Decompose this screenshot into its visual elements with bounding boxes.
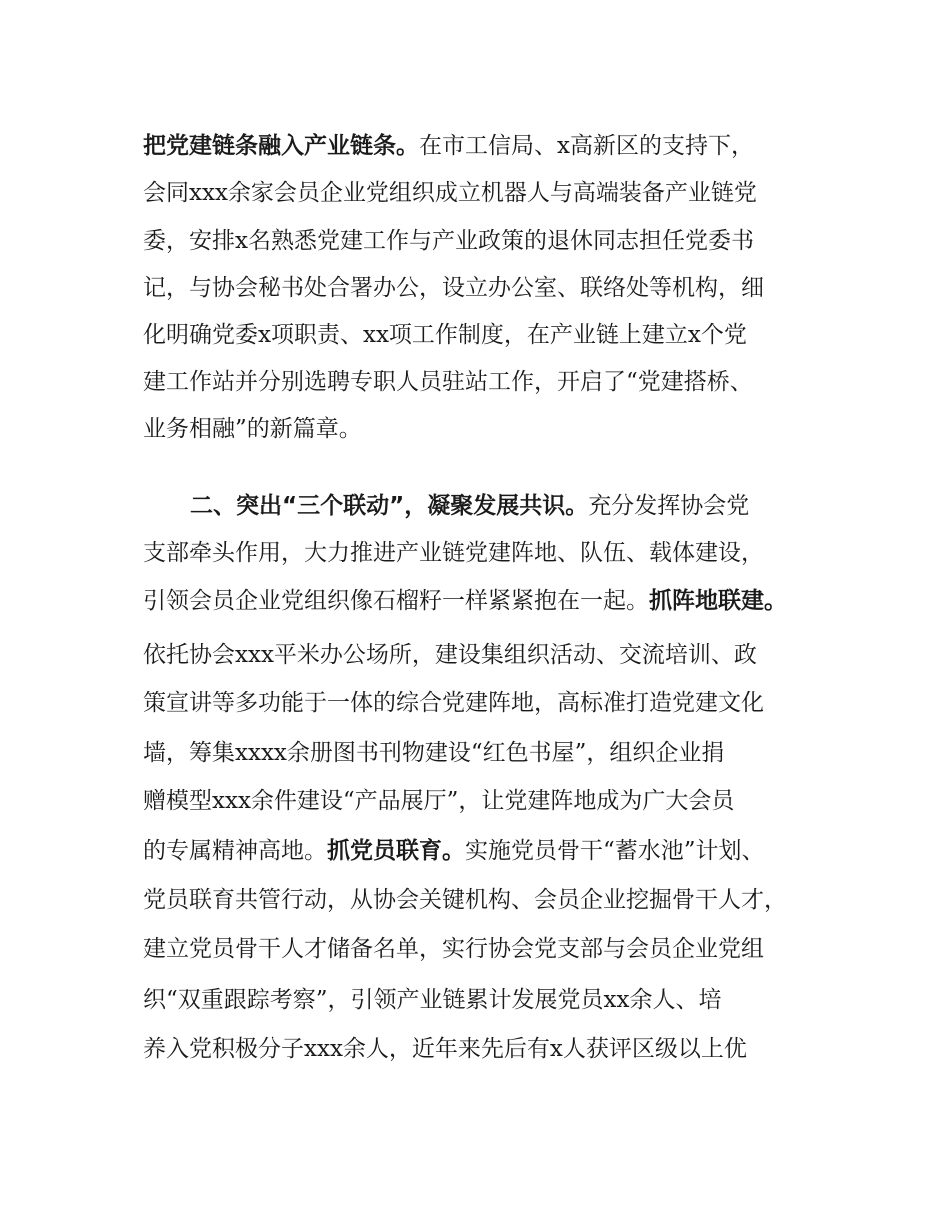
text-run: 充分发挥协会党: [588, 493, 750, 519]
text-run: 的专属精神高地。: [143, 838, 327, 864]
text-run: 党员联育共管行动，从协会关键机构、会员企业挖掘骨干人才，: [143, 887, 787, 913]
text-line: [143, 223, 843, 259]
text-run: 依托协会xxx平米办公场所，建设集组织活动、交流培训、政: [143, 642, 757, 668]
text-run: 建工作站并分别选聘专职人员驻站工作，开启了“党建搭桥、: [143, 369, 753, 395]
text-line: [143, 317, 843, 353]
text-line: [143, 1031, 843, 1067]
text-run: 墙，筹集xxxx余册图书刊物建设“红色书屋”，组织企业捐: [143, 740, 725, 766]
text-line: [143, 535, 843, 571]
text-line: [190, 488, 843, 524]
text-run: 在市工信局、x高新区的支持下，: [419, 133, 754, 159]
text-run: 织“双重跟踪考察”，引领产业链累计发展党员xx余人、培: [143, 987, 722, 1013]
text-line: [143, 685, 843, 721]
text-run: 记，与协会秘书处合署办公，设立办公室、联络处等机构，细: [143, 275, 764, 301]
bold-heading-run: 二、突出“三个联动”，凝聚发展共识。: [190, 493, 589, 519]
text-run: 实施党员骨干“蓄水池”计划、: [465, 838, 765, 864]
text-line: [143, 982, 843, 1018]
text-run: 赠模型xxx余件建设“产品展厅”，让党建阵地成为广大会员: [143, 788, 735, 814]
text-line: [143, 411, 843, 447]
text-line: [143, 270, 843, 306]
text-line: [143, 175, 843, 211]
text-run: 建立党员骨干人才储备名单，实行协会党支部与会员企业党组: [143, 936, 764, 962]
text-line: [143, 128, 843, 164]
bold-heading-run: 抓党员联育。: [327, 838, 465, 864]
text-line: [143, 882, 843, 918]
text-run: 委，安排x名熟悉党建工作与产业政策的退休同志担任党委书: [143, 228, 754, 254]
text-run: 业务相融”的新篇章。: [143, 416, 362, 442]
text-run: 引领会员企业党组织像石榴籽一样紧紧抱在一起。: [143, 588, 649, 614]
text-run: 会同xxx余家会员企业党组织成立机器人与高端装备产业链党: [143, 180, 757, 206]
text-run: 策宣讲等多功能于一体的综合党建阵地，高标准打造党建文化: [143, 690, 764, 716]
text-run: 化明确党委x项职责、xx项工作制度，在产业链上建立x个党: [143, 322, 747, 348]
text-line: [143, 931, 843, 967]
text-line: [143, 637, 843, 673]
text-line: [143, 735, 843, 771]
text-run: 养入党积极分子xxx余人，近年来先后有x人获评区级以上优: [143, 1036, 747, 1062]
bold-heading-run: 抓阵地联建。: [649, 588, 787, 614]
bold-heading-run: 把党建链条融入产业链条。: [143, 133, 419, 159]
text-line: [143, 783, 843, 819]
text-line: [143, 583, 843, 619]
text-line: [143, 364, 843, 400]
text-line: [143, 833, 843, 869]
text-run: 支部牵头作用，大力推进产业链党建阵地、队伍、载体建设，: [143, 540, 764, 566]
